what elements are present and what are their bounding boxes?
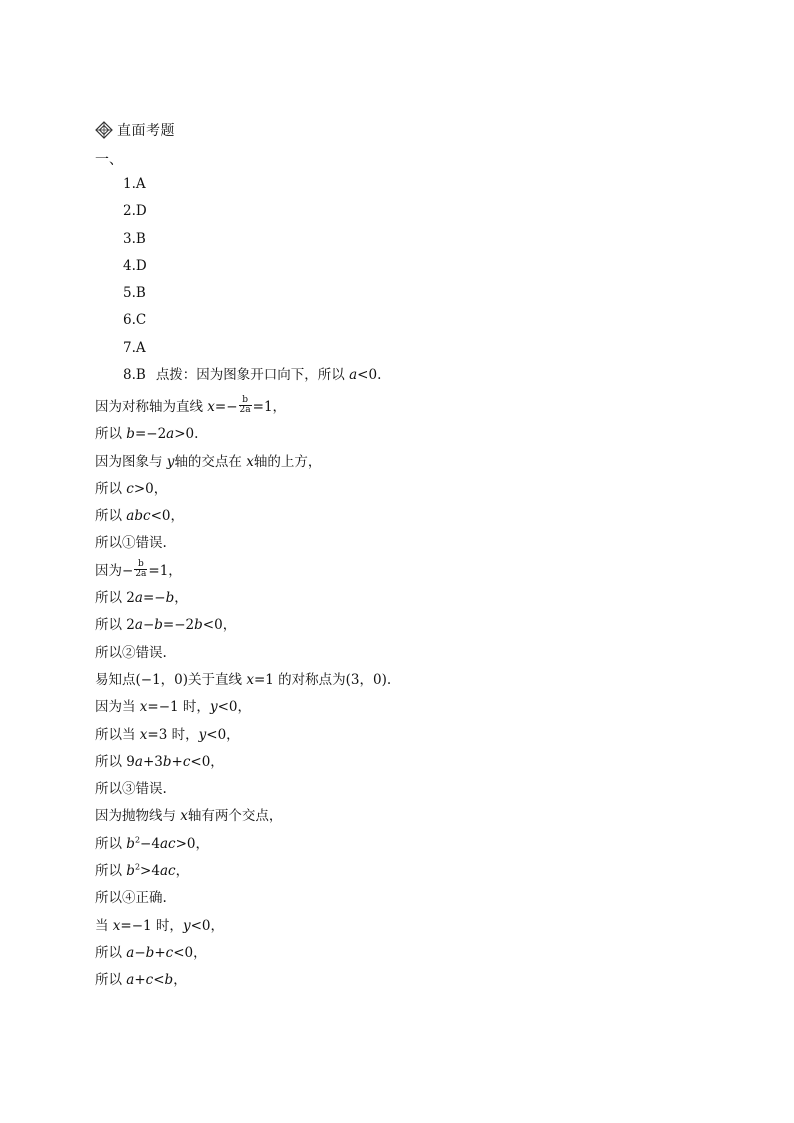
solution-line: 所以①错误. (95, 535, 167, 552)
solution-line: 所以 2a−b=−2b<0， (95, 617, 237, 634)
fraction: $\frac{b}{2a}$ (239, 395, 251, 415)
section-label: 一、 (95, 152, 123, 168)
solution-line: 所以 c>0， (95, 480, 168, 497)
solution-line: 因为对称轴为直线 x=− $\frac{b}{2a}$ =1， (95, 395, 287, 415)
fraction: $\frac{b}{2a}$ (135, 558, 147, 579)
solution-text (95, 395, 392, 999)
solution-line: 所以 abc<0， (95, 508, 184, 525)
solution-line: 所以当 x=3 时，y<0， (95, 726, 240, 743)
solution-line: 所以 b=−2a>0. (95, 426, 199, 443)
solution-line: 所以 $b^2>4ac$， (95, 862, 190, 880)
diamond-target-icon (95, 121, 113, 139)
solution-line: 所以 2a=−b， (95, 590, 188, 607)
answer-item: 6.C (123, 312, 147, 329)
header-title: 直面考题 (117, 123, 175, 139)
solution-line: 因为图象与 y轴的交点在 x轴的上方， (95, 453, 322, 470)
solution-line: 所以②错误. (95, 644, 167, 661)
answer-item: 7.A (123, 339, 146, 356)
solution-line: 所以 9a+3b+c<0， (95, 753, 224, 770)
solution-line: 因为抛物线与 x轴有两个交点， (95, 808, 283, 825)
answer-tip: 点拨：因为图象开口向下，所以 a<0. (155, 367, 382, 384)
answer-item: 8.B 点拨：因为图象开口向下，所以 a<0. (123, 367, 382, 384)
solution-line: 所以 a−b+c<0， (95, 944, 207, 961)
solution-line: 所以③错误. (95, 781, 167, 798)
solution-line: 所以④正确. (95, 890, 167, 907)
answer-item: 4.D (123, 257, 147, 274)
answer-item: 5.B (123, 285, 146, 302)
solution-line: 因为− $\frac{b}{2a}$ =1， (95, 558, 182, 579)
answer-item: 3.B (123, 230, 146, 247)
answer-list (123, 176, 381, 394)
solution-line: 因为当 x=−1 时，y<0， (95, 699, 251, 716)
section-header (95, 120, 175, 140)
solution-line: 当 x=−1 时，y<0， (95, 917, 224, 934)
answer-item: 1.A (123, 176, 146, 192)
solution-line: 所以 $b^2-4ac>0$， (95, 835, 209, 852)
answer-item: 2.D (123, 203, 147, 220)
solution-line: 所以 a+c<b， (95, 972, 187, 989)
solution-line: 易知点(−1，0)关于直线 x=1 的对称点为(3，0). (95, 671, 392, 688)
